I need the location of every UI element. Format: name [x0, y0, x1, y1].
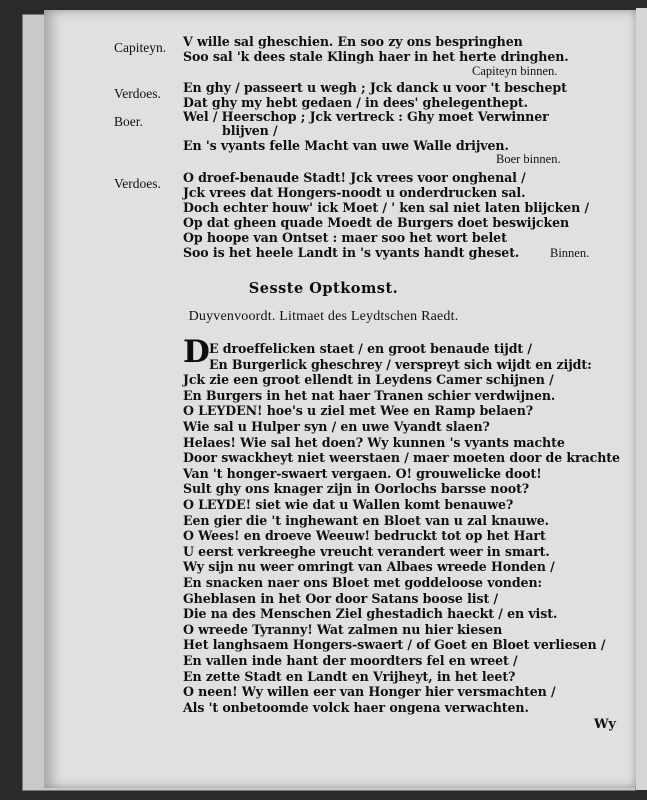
verse-line: Op hoope van Ontset : maer soo het wort belet [183, 230, 507, 245]
verse-line: Soo is het heele Landt in 's vyants handt gheset. [183, 245, 520, 260]
scene-cast-list: Duyvenvoordt. Litmaet des Leydtschen Raedt. [188, 309, 459, 324]
verse-line: Helaes! Wie sal het doen? Wy kunnen 's vyants machte [183, 434, 565, 450]
verse-line: V wille sal gheschien. En soo zy ons bespringhen [183, 34, 523, 49]
verse-line: En Burgerlick gheschrey / verspreyt sich wijdt en zijdt: [209, 356, 592, 372]
speaker-verdoes: Verdoes. [114, 86, 161, 101]
verse-line: Gheblasen in het Oor door Satans boose list / [183, 590, 498, 606]
verse-line: O droef-benaude Stadt! Jck vrees voor onghenal / [183, 170, 526, 185]
drop-cap: D [183, 334, 210, 370]
verse-line: Jck vrees dat Hongers-noodt u onderdrucken sal. [183, 185, 526, 200]
scene-heading: Sesste Optkomst. [248, 280, 399, 297]
stage-direction: Capiteyn binnen. [472, 64, 558, 78]
stage-direction: Binnen. [550, 246, 590, 260]
verse-line: O Wees! en droeve Weeuw! bedruckt tot op het Hart [183, 528, 546, 544]
verse-line: Die na des Menschen Ziel ghestadich haeckt / en vist. [183, 606, 558, 622]
verse-line: En Burgers in het nat haer Tranen schier verdwijnen. [183, 387, 556, 403]
verse-line: blijven / [222, 123, 278, 138]
verse-line: Een gier die 't inghewant en Bloet van u zal knauwe. [183, 512, 549, 528]
stage-direction: Boer binnen. [496, 152, 561, 166]
verse-line: En zette Stadt en Landt en Vrijheyt, in het leet? [183, 668, 516, 684]
speaker-verdoes: Verdoes. [114, 176, 161, 191]
verse-line: Dat ghy my hebt gedaen / in dees' ghelegenthept. [183, 95, 528, 110]
verse-line: Doch echter houw' ick Moet / ' ken sal niet laten blijcken / [183, 200, 589, 215]
verse-line: O LEYDE! siet wie dat u Wallen komt benauwe? [183, 497, 514, 512]
verse-line: Op dat gheen quade Moedt de Burgers doet beswijcken [183, 215, 570, 230]
speaker-boer: Boer. [114, 114, 143, 129]
verse-line: Wy sijn nu weer omringt van Albaes wreede Honden / [183, 559, 555, 575]
verse-line: Wel / Heerschop ; Jck vertreck : Ghy moet Verwinner [183, 109, 549, 124]
verse-line: O wreede Tyranny! Wat zalmen nu hier kiesen [183, 621, 503, 637]
verse-line: Door swackheyt niet weerstaen / maer moeten door de krachte [183, 450, 620, 466]
verse-line: Van 't honger-swaert vergaen. O! grouwelicke doot! [183, 465, 542, 481]
verse-line: E droeffelicken staet / en groot benaude tijdt / [209, 341, 532, 356]
verse-line: En snacken naer ons Bloet met goddeloose vonden: [183, 575, 543, 590]
verse-line: Jck zie een groot ellendt in Leydens Camer schijnen / [183, 372, 554, 388]
verse-line: En 's vyants felle Macht van uwe Walle drijven. [183, 138, 509, 153]
verse-line: Het langhsaem Hongers-swaert / of Goet en Bloet verliesen / [183, 637, 606, 653]
verse-line: Als 't onbetoomde volck haer ongena verwachten. [183, 699, 529, 715]
verse-line: Soo sal 'k dees stale Klingh haer in het herte dringhen. [183, 49, 569, 64]
verse-line: O LEYDEN! hoe's u ziel met Wee en Ramp belaen? [183, 403, 534, 419]
verse-line: Sult ghy ons knager zijn in Oorlochs barsse noot? [183, 481, 530, 497]
verse-line: En ghy / passeert u wegh ; Jck danck u voor 't beschept [183, 80, 567, 95]
verse-line: En vallen inde hant der moordters fel en wreet / [183, 653, 518, 668]
verse-line: O neen! Wy willen eer van Honger hier versmachten / [183, 684, 556, 700]
verse-line: Wie sal u Hulper syn / en uwe Vyandt slaen? [183, 419, 490, 434]
speaker-capiteyn: Capiteyn. [114, 40, 167, 55]
verse-line: U eerst verkreeghe vreucht verandert weer in smart. [183, 543, 550, 559]
page-edge [636, 8, 647, 790]
catchword: Wy [594, 717, 616, 732]
